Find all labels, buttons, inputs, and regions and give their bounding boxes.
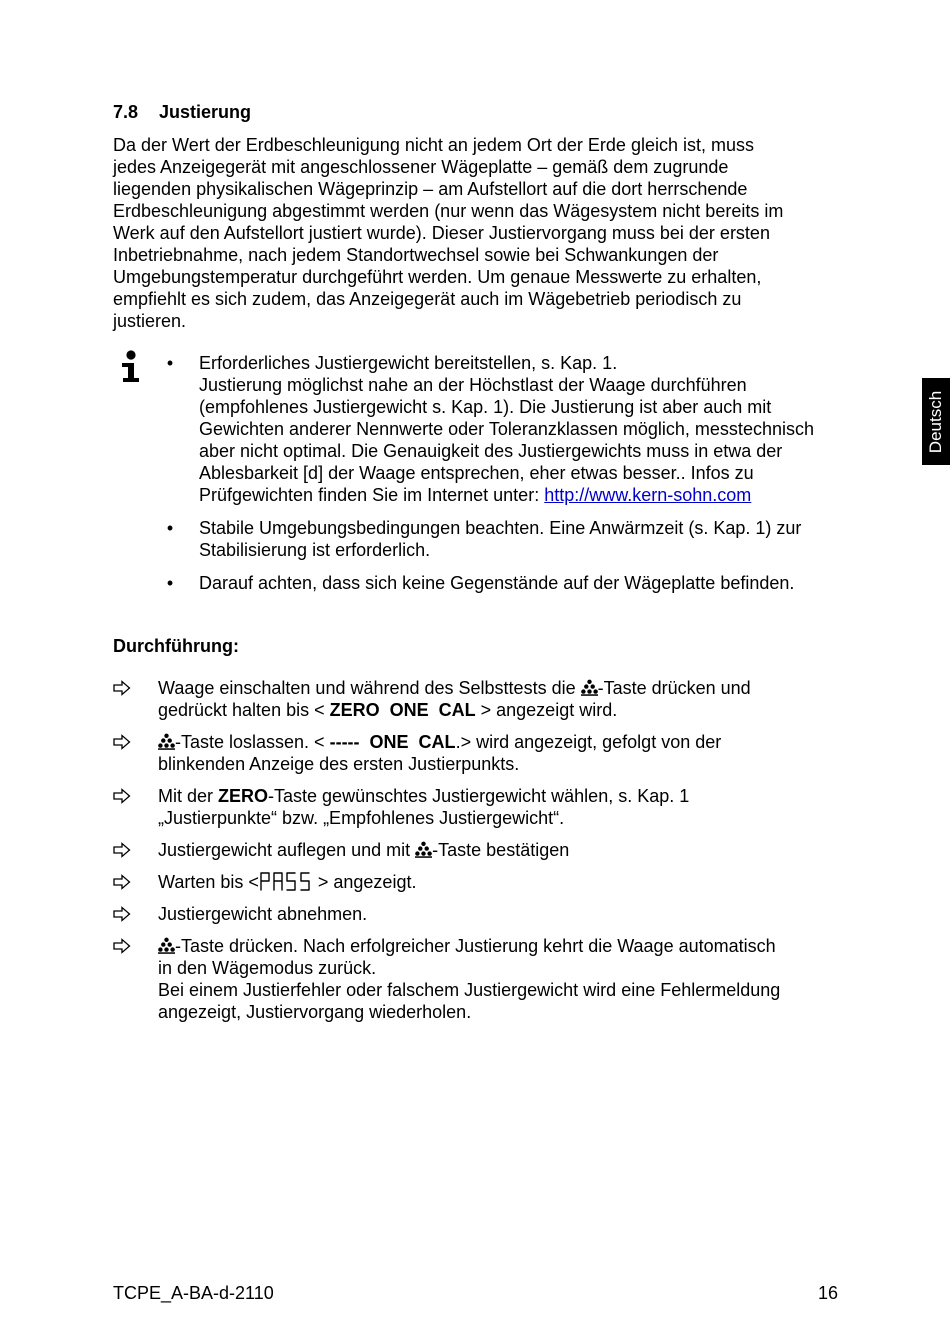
hollow-right-arrow-icon — [113, 938, 131, 954]
tare-key-icon — [581, 679, 598, 696]
intro-line: Erdbeschleunigung abgestimmt werden (nur wenn das Wägesystem nicht bereits im — [113, 201, 784, 221]
section-number: 7.8 — [113, 102, 139, 122]
procedure-step — [113, 731, 843, 775]
bullet-dot: • — [166, 518, 174, 538]
info-icon — [120, 350, 142, 384]
step-text: .> wird angezeigt, gefolgt von der — [455, 732, 722, 752]
step-text: -Taste drücken und — [597, 678, 751, 698]
step-text: Mit der — [158, 786, 219, 806]
bullet-dot: • — [166, 573, 174, 593]
step-text: Justiergewicht auflegen und mit — [158, 840, 416, 860]
hollow-right-arrow-icon — [113, 680, 131, 696]
bullet-dot: • — [166, 353, 174, 373]
info-bullet-item — [163, 352, 863, 506]
intro-paragraph — [113, 134, 843, 332]
footer-page-number: 16 — [817, 1283, 838, 1303]
procedure-step — [113, 871, 843, 893]
intro-line: Werk auf den Aufstellort justiert wurde). Dieser Justiervorgang muss bei der ersten — [113, 223, 770, 243]
bullet-line — [199, 484, 863, 506]
step-line: in den Wägemodus zurück. — [158, 958, 377, 978]
hollow-right-arrow-icon — [113, 906, 131, 922]
step-line — [158, 699, 843, 721]
bullet-line: Justierung möglichst nahe an der Höchstlast der Waage durchführen — [199, 375, 747, 395]
hollow-right-arrow-icon — [113, 874, 131, 890]
language-tab — [922, 378, 950, 465]
bullet-line: (empfohlenes Justiergewicht s. Kap. 1). Die Justierung ist aber auch mit — [199, 397, 772, 417]
step-line — [158, 785, 843, 807]
intro-line: jedes Anzeigegerät mit angeschlossener Wägeplatte – gemäß dem zugrunde — [113, 157, 729, 177]
hollow-right-arrow-icon — [113, 734, 131, 750]
hollow-right-arrow-icon — [113, 842, 131, 858]
procedure-step — [113, 677, 843, 721]
step-text: -Taste gewünschtes Justiergewicht wählen, s. Kap. 1 — [268, 786, 690, 806]
bullet-line: Darauf achten, dass sich keine Gegenstände auf der Wägeplatte befinden. — [199, 573, 795, 593]
procedure-step-list — [113, 677, 843, 1033]
tare-key-icon — [158, 937, 175, 954]
bullet-line: Ablesbarkeit [d] der Waage entsprechen, eher etwas besser.. Infos zu — [199, 463, 754, 483]
step-line: Justiergewicht abnehmen. — [158, 904, 368, 924]
pass-display-readout — [259, 871, 313, 891]
step-line — [158, 935, 843, 957]
step-text: -Taste bestätigen — [432, 840, 570, 860]
step-text: > angezeigt wird. — [475, 700, 618, 720]
tare-key-icon — [415, 841, 432, 858]
step-text: Waage einschalten und während des Selbsttests die — [158, 678, 581, 698]
footer-document-id: TCPE_A-BA-d-2110 — [113, 1283, 274, 1303]
bullet-line: Erforderliches Justiergewicht bereitstellen, s. Kap. 1. — [199, 353, 618, 373]
procedure-step — [113, 903, 843, 925]
step-line: Bei einem Justierfehler oder falschem Justiergewicht wird eine Fehlermeldung — [158, 980, 781, 1000]
procedure-step — [113, 839, 843, 861]
step-text: -Taste drücken. Nach erfolgreicher Justierung kehrt die Waage automatisch — [175, 936, 776, 956]
info-bullet-item — [163, 572, 863, 594]
procedure-step — [113, 935, 843, 1023]
display-message: ZERO ONE CAL — [329, 700, 476, 720]
hollow-right-arrow-icon — [113, 788, 131, 804]
step-line: blinkenden Anzeige des ersten Justierpunkts. — [158, 754, 520, 774]
step-line — [158, 871, 843, 893]
bullet-line: Stabile Umgebungsbedingungen beachten. Eine Anwärmzeit (s. Kap. 1) zur — [199, 518, 802, 538]
intro-line: justieren. — [113, 311, 187, 331]
step-line — [158, 839, 843, 861]
section-heading — [113, 100, 251, 124]
procedure-heading: Durchführung: — [113, 636, 239, 656]
display-message: ----- ONE CAL — [329, 732, 456, 752]
kern-website-link[interactable]: http://www.kern-sohn.com — [544, 485, 752, 505]
tare-key-icon — [158, 733, 175, 750]
intro-line: Da der Wert der Erdbeschleunigung nicht an jedem Ort der Erde gleich ist, muss — [113, 135, 754, 155]
intro-line: Inbetriebnahme, nach jedem Standortwechsel sowie bei Schwankungen der — [113, 245, 719, 265]
procedure-step — [113, 785, 843, 829]
bullet-line: aber nicht optimal. Die Genauigkeit des Justiergewichts muss in etwa der — [199, 441, 783, 461]
info-bullet-item — [163, 517, 863, 561]
zero-key-label: ZERO — [218, 786, 269, 806]
intro-line: liegenden physikalischen Wägeprinzip – am Aufstellort auf die dort herrschende — [113, 179, 748, 199]
section-title: Justierung — [159, 102, 252, 122]
step-line — [158, 677, 843, 699]
step-line — [158, 731, 843, 753]
step-line: angezeigt, Justiervorgang wiederholen. — [158, 1002, 472, 1022]
info-bullet-list — [163, 352, 863, 605]
intro-line: empfiehlt es sich zudem, das Anzeigegerät auch im Wägebetrieb periodisch zu — [113, 289, 742, 309]
step-text: > angezeigt. — [312, 872, 417, 892]
language-tab-label: Deutsch — [926, 390, 945, 453]
step-line: „Justierpunkte“ bzw. „Empfohlenes Justiergewicht“. — [158, 808, 565, 828]
bullet-line: Gewichten anderer Nennwerte oder Toleranzklassen möglich, messtechnisch — [199, 419, 814, 439]
bullet-text: Prüfgewichten finden Sie im Internet unter: — [199, 485, 545, 505]
bullet-line: Stabilisierung ist erforderlich. — [199, 540, 431, 560]
intro-line: Umgebungstemperatur durchgeführt werden. Um genaue Messwerte zu erhalten, — [113, 267, 762, 287]
step-text: gedrückt halten bis < — [158, 700, 330, 720]
step-text: -Taste loslassen. < — [175, 732, 330, 752]
step-text: Warten bis < — [158, 872, 259, 892]
